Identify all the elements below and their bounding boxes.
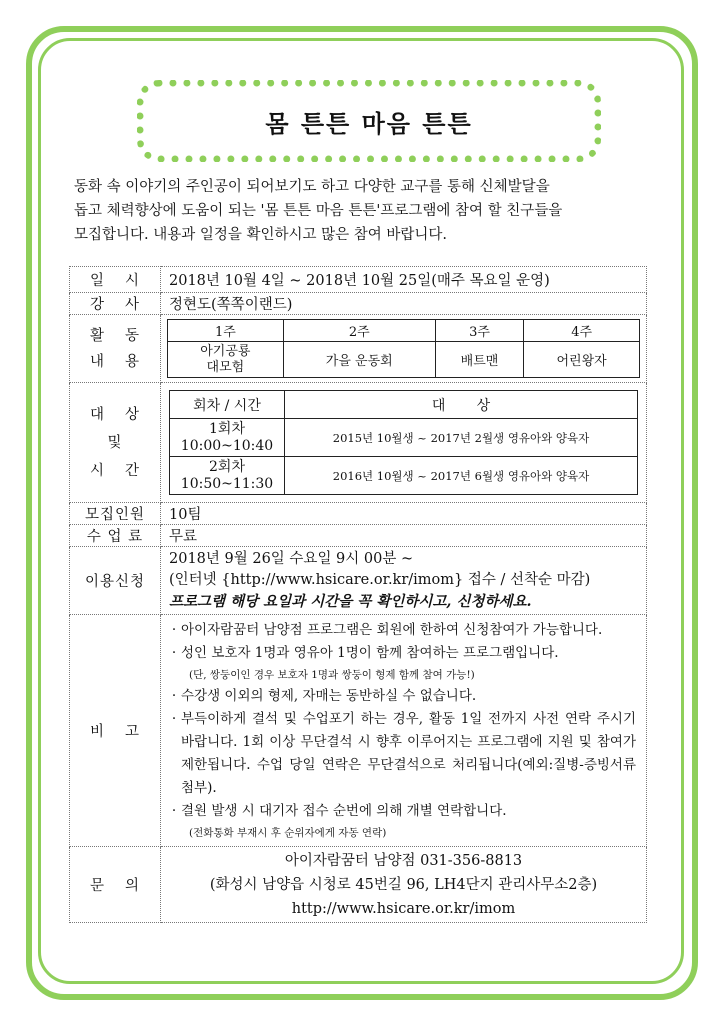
contact-address: (화성시 남양읍 시청로 45번길 96, LH4단지 관리사무소2층) <box>209 876 598 893</box>
bullet: · <box>171 644 177 661</box>
label-char: 시 <box>90 462 106 479</box>
apply-row <box>70 547 647 615</box>
apply-date: 2018년 9월 26일 수요일 9시 00분 ~ <box>169 551 414 567</box>
recruit-label: 모집인원 <box>70 503 161 525</box>
bullet: · <box>171 710 177 727</box>
schedule-value: 2018년 10월 4일 ~ 2018년 10월 25일(매주 목요일 운영) <box>161 267 647 293</box>
contact-cell <box>161 847 647 923</box>
label-char: 사 <box>124 297 140 313</box>
session-time: 10:50~11:30 <box>180 475 274 492</box>
week-content: 배트맨 <box>435 342 523 378</box>
target-cell <box>161 383 647 503</box>
note-text: 결원 발생 시 대기자 접수 순번에 의해 개별 연락합니다. <box>181 802 507 819</box>
week-header: 4주 <box>524 320 640 342</box>
contact-phone: 아이자람꿈터 남양점 031-356-8813 <box>284 852 523 869</box>
session-header: 회차 / 시간 <box>170 391 285 419</box>
target-table <box>169 390 638 495</box>
activity-table <box>167 319 640 378</box>
recruit-value: 10팀 <box>161 503 647 525</box>
note-text: 성인 보호자 1명과 영유아 1명이 함께 참여하는 프로그램입니다. <box>181 644 559 661</box>
intro-text <box>74 175 640 247</box>
week-header: 3주 <box>435 320 523 342</box>
week-content: 아기공룡 대모험 <box>168 342 284 378</box>
note-subtext: (전화통화 부재시 후 순위자에게 자동 연락) <box>189 826 387 839</box>
note-item <box>167 642 636 665</box>
session-number: 1회차 <box>209 420 245 437</box>
contact-url[interactable]: http://www.hsicare.or.kr/imom <box>291 900 516 917</box>
label-char: 간 <box>124 462 140 479</box>
notes-row <box>70 615 647 847</box>
apply-warning: 프로그램 해당 요일과 시간을 꼭 확인하시고, 신청하세요. <box>169 593 532 610</box>
fee-value: 무료 <box>161 525 647 547</box>
schedule-label <box>70 267 161 293</box>
label-char: 내 <box>90 353 106 370</box>
session-cell <box>170 457 285 495</box>
apply-method: (인터넷 {http://www.hsicare.or.kr/imom} 접수 / 선착순 마감) <box>169 572 591 588</box>
target-label <box>70 383 161 503</box>
label-char: 일 <box>90 273 106 289</box>
note-text: 수강생 이외의 형제, 자매는 동반하실 수 없습니다. <box>181 687 477 704</box>
session-time: 10:00~10:40 <box>180 437 274 454</box>
week-content: 가을 운동회 <box>283 342 435 378</box>
info-table <box>69 266 647 923</box>
label-char: 대 <box>90 406 106 423</box>
apply-label: 이용신청 <box>70 547 161 615</box>
label-char: 활 <box>90 327 106 344</box>
contact-label <box>70 847 161 923</box>
bullet: · <box>171 687 177 704</box>
activity-cell <box>161 315 647 383</box>
session-number: 2회차 <box>209 458 245 475</box>
notes-label <box>70 615 161 847</box>
label-char: 의 <box>124 878 140 894</box>
label-char: 시 <box>124 273 140 289</box>
recruit-row <box>70 503 647 525</box>
bullet: · <box>171 621 177 638</box>
label-char: 문 <box>90 878 106 894</box>
note-text: 아이자람꿈터 남양점 프로그램은 회원에 한하여 신청참여가 가능합니다. <box>181 621 603 638</box>
session-cell <box>170 419 285 457</box>
contact-row <box>70 847 647 923</box>
note-item <box>167 800 636 823</box>
instructor-label <box>70 293 161 315</box>
label-char: 강 <box>90 297 106 313</box>
note-item <box>167 685 636 708</box>
label-char: 비 <box>90 724 106 740</box>
page-title: 몸 튼튼 마음 튼튼 <box>265 108 473 138</box>
apply-cell <box>161 547 647 615</box>
activity-label <box>70 315 161 383</box>
schedule-row <box>70 267 647 293</box>
note-item <box>167 619 636 642</box>
target-desc: 2015년 10월생 ~ 2017년 2월생 영유아와 양육자 <box>285 419 638 457</box>
activity-row <box>70 315 647 383</box>
target-desc: 2016년 10월생 ~ 2017년 6월생 영유아와 양육자 <box>285 457 638 495</box>
fee-row <box>70 525 647 547</box>
week-content: 어린왕자 <box>524 342 640 378</box>
label-char: 용 <box>124 353 140 370</box>
bullet: · <box>171 802 177 819</box>
label-char: 고 <box>124 724 140 740</box>
note-text: 부득이하게 결석 및 수업포기 하는 경우, 활동 1일 전까지 사전 연락 주시기 바랍니다. 1회 이상 무단결석 시 향후 이루어지는 프로그램에 지원 및 참여가 제한됩니다. 수업 당일 연락은 무단결석으로 처리됩니다(예외:질병-증빙서류첨부). <box>181 710 636 796</box>
label-char: 동 <box>124 327 140 344</box>
note-item <box>167 708 636 800</box>
notes-cell <box>161 615 647 847</box>
fee-label: 수 업 료 <box>70 525 161 547</box>
week-header: 1주 <box>168 320 284 342</box>
title-box <box>137 80 601 162</box>
note-subtext: (단, 쌍둥이인 경우 보호자 1명과 쌍둥이 형제 함께 참여 가능!) <box>189 668 475 681</box>
week-header: 2주 <box>283 320 435 342</box>
intro-line: 모집합니다. 내용과 일정을 확인하시고 많은 참여 바랍니다. <box>74 227 448 243</box>
intro-line: 돕고 체력향상에 도움이 되는 '몸 튼튼 마음 튼튼'프로그램에 참여 할 친구들을 <box>74 203 563 219</box>
target-row <box>70 383 647 503</box>
label-char: 상 <box>124 406 140 423</box>
instructor-value: 정현도(쪽쪽이랜드) <box>161 293 647 315</box>
intro-line: 동화 속 이야기의 주인공이 되어보기도 하고 다양한 교구를 통해 신체발달을 <box>74 179 550 195</box>
target-header: 대 상 <box>285 391 638 419</box>
instructor-row <box>70 293 647 315</box>
label-char: 및 <box>107 434 123 451</box>
